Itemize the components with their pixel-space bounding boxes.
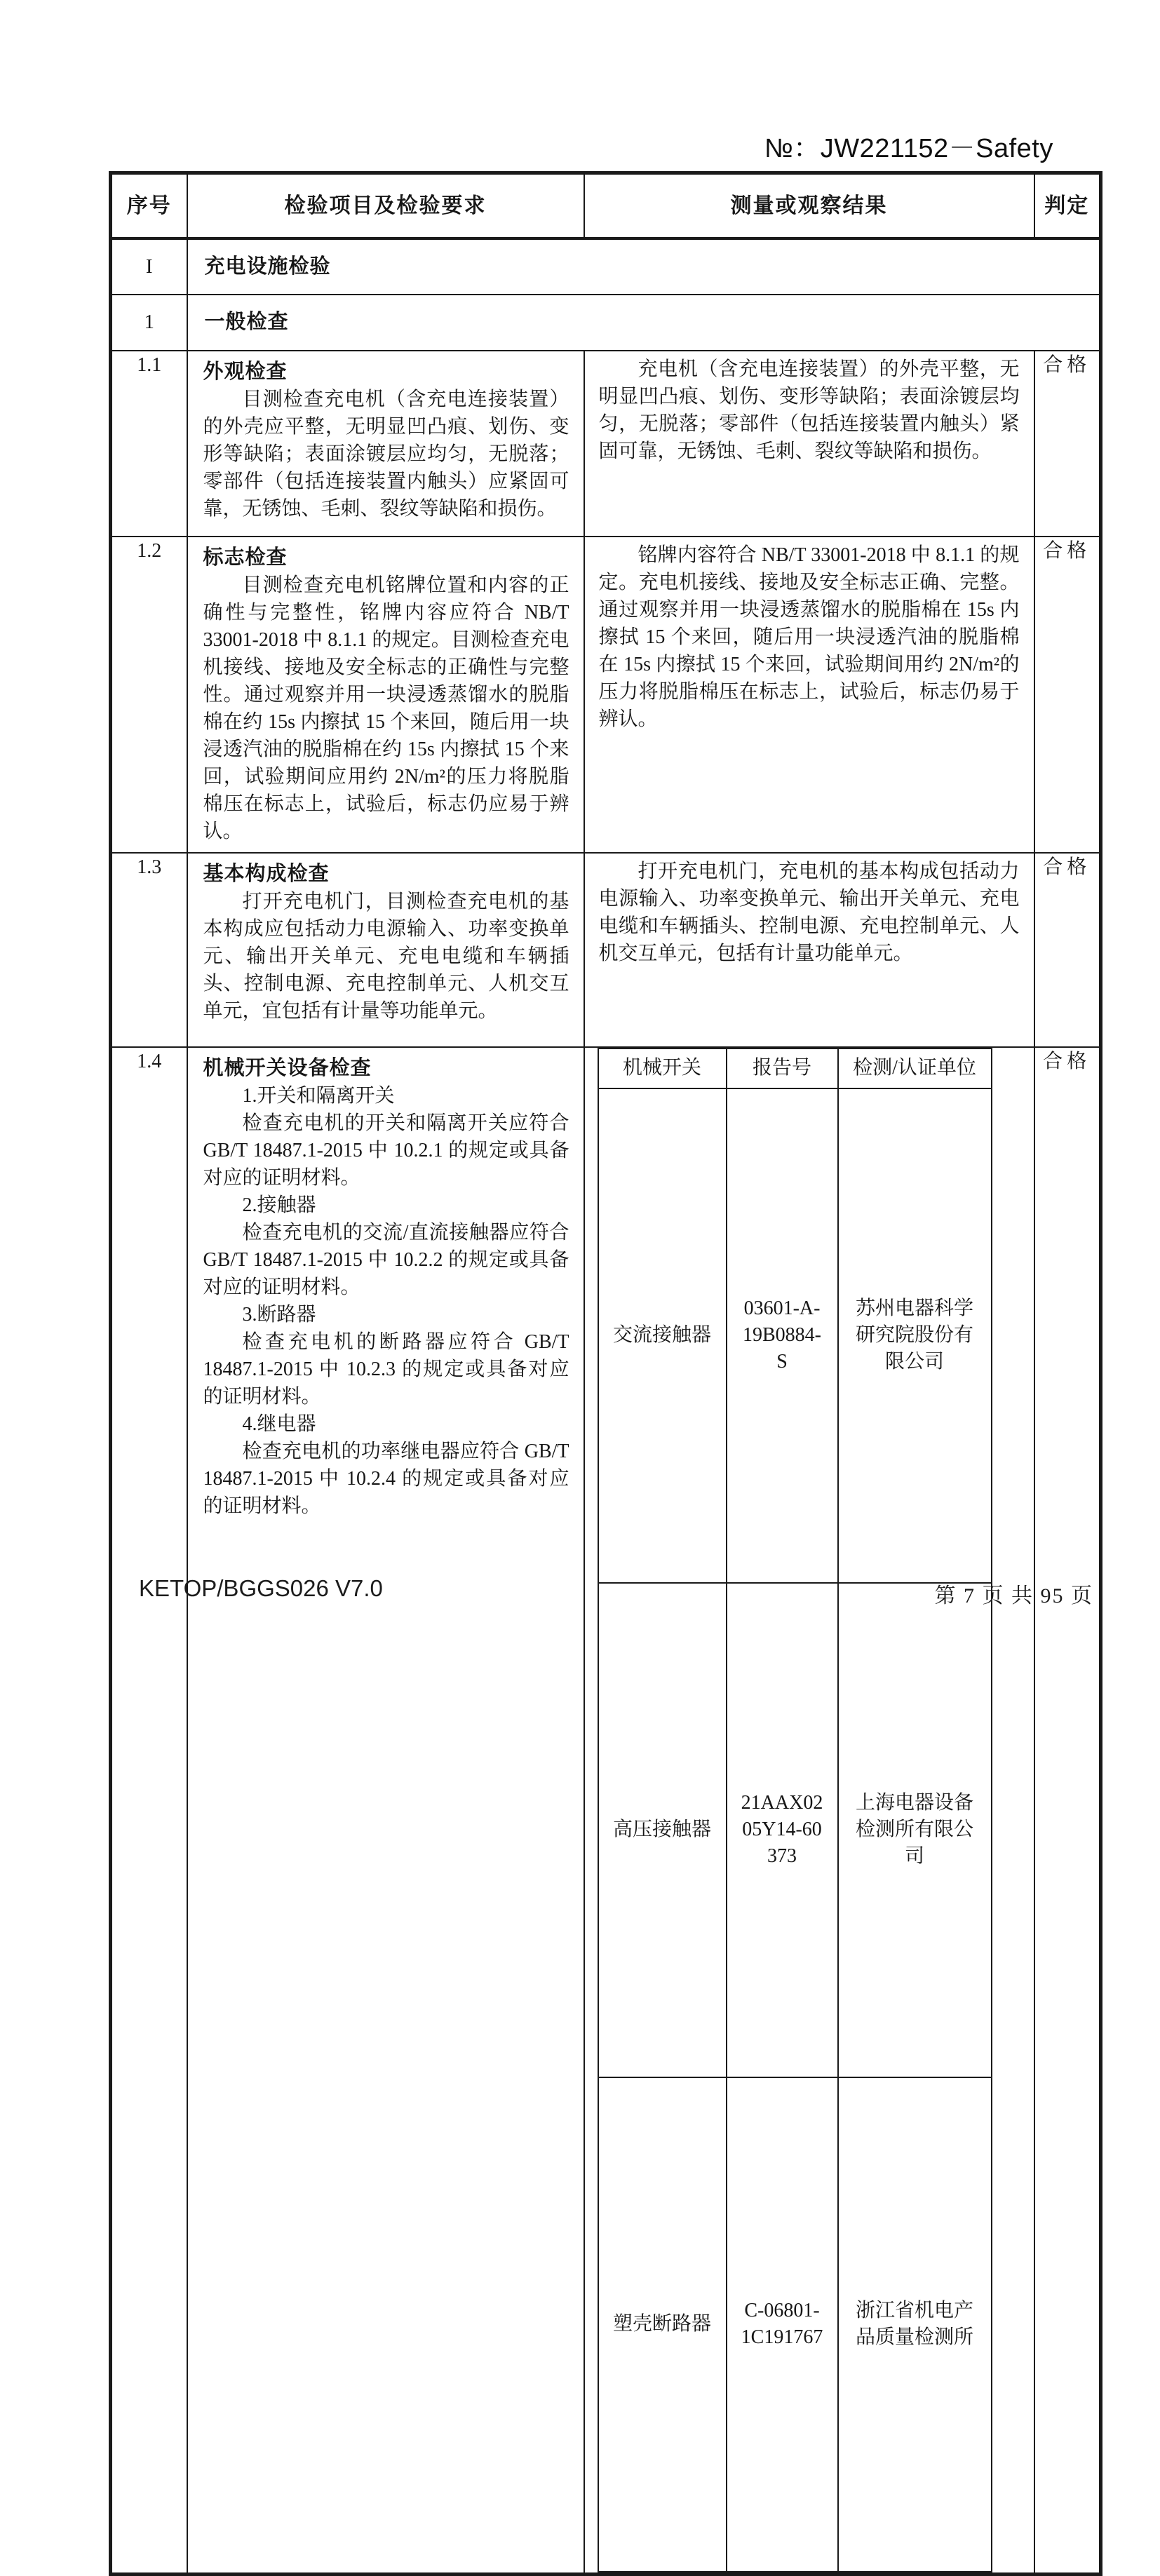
row-number: 1.4	[111, 1047, 187, 2575]
section-number: 1	[111, 295, 187, 351]
report-number: C-06801-1C191767	[727, 2077, 838, 2572]
switch-name: 交流接触器	[598, 1088, 727, 1583]
item-title: 基本构成检查	[203, 862, 330, 885]
switch-table-row	[598, 1583, 992, 2077]
requirement-text: 检查充电机的断路器应符合 GB/T 18487.1-2015 中 10.2.3 的规定或具备对应的证明材料。	[203, 1330, 569, 1408]
table-row-1-4	[111, 1047, 1101, 2575]
switch-table-row	[598, 1088, 992, 1583]
switch-name: 塑壳断路器	[598, 2077, 727, 2572]
verdict: 合格	[1034, 537, 1101, 853]
result-cell	[584, 351, 1034, 537]
report-number: 03601-A-19B0884-S	[727, 1088, 838, 1583]
requirement-text: 3.断路器	[242, 1303, 316, 1326]
result-text: 打开充电机门，充电机的基本构成包括动力电源输入、功率变换单元、输出开关单元、充电电缆和车辆插头、控制电源、充电控制单元、人机交互单元，包括有计量功能单元。	[598, 860, 1020, 964]
table-row-1-2	[111, 537, 1101, 853]
requirement-cell	[187, 351, 584, 537]
certification-org: 浙江省机电产品质量检测所	[838, 2077, 992, 2572]
switch-name: 高压接触器	[598, 1583, 727, 2077]
requirement-text: 打开充电机门，目测检查充电机的基本构成应包括动力电源输入、功率变换单元、输出开关单元、充电电缆和车辆插头、控制电源、充电控制单元、人机交互单元，宜包括有计量等功能单元。	[203, 890, 569, 1022]
result-cell	[584, 537, 1034, 853]
requirement-cell	[187, 853, 584, 1047]
verdict: 合格	[1034, 1047, 1101, 2575]
certification-org: 上海电器设备检测所有限公司	[838, 1583, 992, 2077]
footer-page-number: 第 7 页 共 95 页	[934, 1584, 1093, 1607]
switch-table-header-row	[598, 1048, 992, 1088]
requirement-text: 检查充电机的开关和隔离开关应符合 GB/T 18487.1-2015 中 10.2.1 的规定或具备对应的证明材料。	[203, 1112, 569, 1189]
requirement-text: 目测检查充电机铭牌位置和内容的正确性与完整性，铭牌内容应符合 NB/T 33001-2018 中 8.1.1 的规定。目测检查充电机接线、接地及安全标志的正确性与完整性。通过观察并用一块浸透蒸馏水的脱脂棉在约 15s 内擦拭 15 个来回，随后用一块浸透汽油的脱脂棉在约 15s 内擦拭 15 个来回，试验期间应用约 2N/m²的压力将脱脂棉压在标志上，试验后，标志仍应易于辨认。	[203, 574, 569, 842]
requirement-text: 目测检查充电机（含充电连接装置）的外壳应平整，无明显凹凸痕、划伤、变形等缺陷；表面涂镀层应均匀，无脱落；零部件（包括连接装置内触头）应紧固可靠，无锈蚀、毛刺、裂纹等缺陷和损伤。	[203, 388, 569, 520]
certification-org: 苏州电器科学研究院股份有限公司	[838, 1088, 992, 1583]
switch-table	[598, 1048, 992, 2572]
section-title: 充电设施检验	[187, 238, 1101, 295]
item-title: 外观检查	[203, 360, 288, 383]
result-cell	[584, 853, 1034, 1047]
switch-table-header-switch: 机械开关	[598, 1048, 727, 1088]
table-row-1-3	[111, 853, 1101, 1047]
verdict: 合格	[1034, 853, 1101, 1047]
switch-table-header-report: 报告号	[727, 1048, 838, 1088]
requirement-text: 4.继电器	[242, 1412, 316, 1435]
row-number: 1.1	[111, 351, 187, 537]
requirement-text: 1.开关和隔离开关	[242, 1084, 395, 1107]
table-header-row	[111, 173, 1101, 238]
result-cell	[584, 1047, 1034, 2575]
result-text: 铭牌内容符合 NB/T 33001-2018 中 8.1.1 的规定。充电机接线、接地及安全标志正确、完整。通过观察并用一块浸透蒸馏水的脱脂棉在 15s 内擦拭 15 个来回，随后用一块浸透汽油的脱脂棉在 15s 内擦拭 15 个来回，试验期间用约 2N/m²的压力将脱脂棉压在标志上，试验后，标志仍易于辨认。	[598, 544, 1020, 730]
switch-table-header-org: 检测/认证单位	[838, 1048, 992, 1088]
section-row-1	[111, 295, 1101, 351]
col-header-result: 测量或观察结果	[584, 173, 1034, 238]
requirement-cell	[187, 537, 584, 853]
row-number: 1.3	[111, 853, 187, 1047]
table-row-1-1	[111, 351, 1101, 537]
inspection-table	[109, 171, 1102, 2576]
requirement-text: 2.接触器	[242, 1194, 316, 1216]
col-header-item: 检验项目及检验要求	[187, 173, 584, 238]
doc-number: №：JW221152－Safety	[764, 134, 1053, 163]
row-number: 1.2	[111, 537, 187, 853]
item-title: 机械开关设备检查	[203, 1056, 372, 1079]
section-number: I	[111, 238, 187, 295]
switch-table-row	[598, 2077, 992, 2572]
requirement-text: 检查充电机的功率继电器应符合 GB/T 18487.1-2015 中 10.2.4 的规定或具备对应的证明材料。	[203, 1440, 569, 1517]
requirement-text: 检查充电机的交流/直流接触器应符合 GB/T 18487.1-2015 中 10.2.2 的规定或具备对应的证明材料。	[203, 1221, 569, 1298]
requirement-cell	[187, 1047, 584, 2575]
footer-form-number: KETOP/BGGS026 V7.0	[139, 1575, 383, 1601]
col-header-no: 序号	[111, 173, 187, 238]
section-title: 一般检查	[187, 295, 1101, 351]
verdict: 合格	[1034, 351, 1101, 537]
col-header-verdict: 判定	[1034, 173, 1101, 238]
result-text: 充电机（含充电连接装置）的外壳平整，无明显凹凸痕、划伤、变形等缺陷；表面涂镀层均匀，无脱落；零部件（包括连接装置内触头）紧固可靠，无锈蚀、毛刺、裂纹等缺陷和损伤。	[598, 358, 1020, 462]
report-number: 21AAX0205Y14-60373	[727, 1583, 838, 2077]
item-title: 标志检查	[203, 546, 288, 569]
section-row-I	[111, 238, 1101, 295]
